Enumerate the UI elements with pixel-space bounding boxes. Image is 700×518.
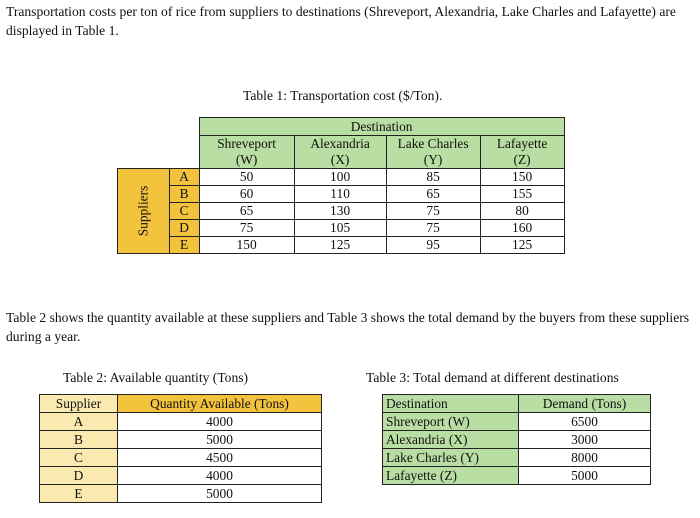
col-header-shreveport bbox=[199, 136, 294, 169]
destination-cell: Alexandria (X) bbox=[383, 431, 519, 449]
cost-cell: 100 bbox=[294, 169, 386, 186]
cost-cell: 50 bbox=[199, 169, 294, 186]
table-row bbox=[118, 186, 565, 203]
quantity-cell: 4000 bbox=[118, 413, 322, 431]
table-row bbox=[118, 220, 565, 237]
row-label: C bbox=[169, 203, 199, 220]
cost-cell: 155 bbox=[480, 186, 564, 203]
cost-cell: 130 bbox=[294, 203, 386, 220]
cost-cell: 110 bbox=[294, 186, 386, 203]
intro-paragraph: Transportation costs per ton of rice from suppliers to destinations (Shreveport, Alexandria, Lake Charles and Lafayette) are displayed in Table 1. bbox=[6, 4, 676, 38]
col-name: Lafayette bbox=[496, 136, 548, 151]
col-header-lake-charles bbox=[386, 136, 480, 169]
middle-paragraph: Table 2 shows the quantity available at these suppliers and Table 3 shows the total demand by the buyers from these suppliers during a year. bbox=[6, 310, 690, 344]
cost-cell: 60 bbox=[199, 186, 294, 203]
total-demand-table bbox=[382, 394, 651, 485]
cost-cell: 65 bbox=[199, 203, 294, 220]
col-code: (Y) bbox=[423, 152, 443, 167]
cost-cell: 95 bbox=[386, 237, 480, 254]
destination-cell: Lake Charles (Y) bbox=[383, 449, 519, 467]
row-label: B bbox=[169, 186, 199, 203]
destination-cell: Shreveport (W) bbox=[383, 413, 519, 431]
cost-cell: 125 bbox=[294, 237, 386, 254]
table-row bbox=[383, 449, 651, 467]
cost-cell: 150 bbox=[199, 237, 294, 254]
row-label: E bbox=[169, 237, 199, 254]
table1-corner bbox=[118, 118, 200, 136]
cost-cell: 125 bbox=[480, 237, 564, 254]
supplier-cell: D bbox=[40, 467, 118, 485]
quantity-header: Quantity Available (Tons) bbox=[118, 395, 322, 413]
quantity-cell: 5000 bbox=[118, 485, 322, 503]
table-row bbox=[383, 413, 651, 431]
table-row bbox=[383, 467, 651, 485]
demand-cell: 8000 bbox=[519, 449, 651, 467]
table-row bbox=[40, 413, 322, 431]
table-row bbox=[40, 467, 322, 485]
quantity-cell: 4000 bbox=[118, 467, 322, 485]
cost-cell: 75 bbox=[386, 203, 480, 220]
table-row bbox=[118, 169, 565, 186]
table3-caption: Table 3: Total demand at different destinations bbox=[366, 370, 619, 385]
table-row bbox=[40, 431, 322, 449]
table1-caption: Table 1: Transportation cost ($/Ton). bbox=[243, 88, 443, 103]
demand-col-header: Demand (Tons) bbox=[519, 395, 651, 413]
supplier-cell: C bbox=[40, 449, 118, 467]
transport-cost-table bbox=[117, 117, 565, 254]
table-row bbox=[118, 237, 565, 254]
quantity-cell: 4500 bbox=[118, 449, 322, 467]
table-row bbox=[40, 449, 322, 467]
table-row bbox=[383, 431, 651, 449]
col-code: (X) bbox=[330, 152, 350, 167]
demand-cell: 6500 bbox=[519, 413, 651, 431]
table1-corner-2 bbox=[118, 136, 200, 169]
cost-cell: 75 bbox=[386, 220, 480, 237]
supplier-cell: E bbox=[40, 485, 118, 503]
cost-cell: 80 bbox=[480, 203, 564, 220]
destination-cell: Lafayette (Z) bbox=[383, 467, 519, 485]
suppliers-label bbox=[118, 169, 170, 254]
cost-cell: 150 bbox=[480, 169, 564, 186]
demand-cell: 5000 bbox=[519, 467, 651, 485]
supplier-cell: A bbox=[40, 413, 118, 431]
col-name: Alexandria bbox=[310, 136, 370, 151]
quantity-cell: 5000 bbox=[118, 431, 322, 449]
cost-cell: 85 bbox=[386, 169, 480, 186]
col-header-lafayette bbox=[480, 136, 564, 169]
cost-cell: 160 bbox=[480, 220, 564, 237]
suppliers-label-text: Suppliers bbox=[135, 185, 151, 237]
demand-cell: 3000 bbox=[519, 431, 651, 449]
col-code: (W) bbox=[235, 152, 258, 167]
supplier-cell: B bbox=[40, 431, 118, 449]
row-label: D bbox=[169, 220, 199, 237]
col-code: (Z) bbox=[513, 152, 531, 167]
available-quantity-table bbox=[39, 394, 322, 503]
col-header-alexandria bbox=[294, 136, 386, 169]
col-name: Shreveport bbox=[217, 136, 276, 151]
col-name: Lake Charles bbox=[397, 136, 469, 151]
table2-caption: Table 2: Available quantity (Tons) bbox=[63, 370, 249, 385]
table-row bbox=[118, 203, 565, 220]
cost-cell: 75 bbox=[199, 220, 294, 237]
table-row bbox=[40, 485, 322, 503]
cost-cell: 105 bbox=[294, 220, 386, 237]
destination-header: Destination bbox=[199, 118, 564, 136]
cost-cell: 65 bbox=[386, 186, 480, 203]
destination-col-header: Destination bbox=[383, 395, 519, 413]
supplier-header: Supplier bbox=[40, 395, 118, 413]
row-label: A bbox=[169, 169, 199, 186]
